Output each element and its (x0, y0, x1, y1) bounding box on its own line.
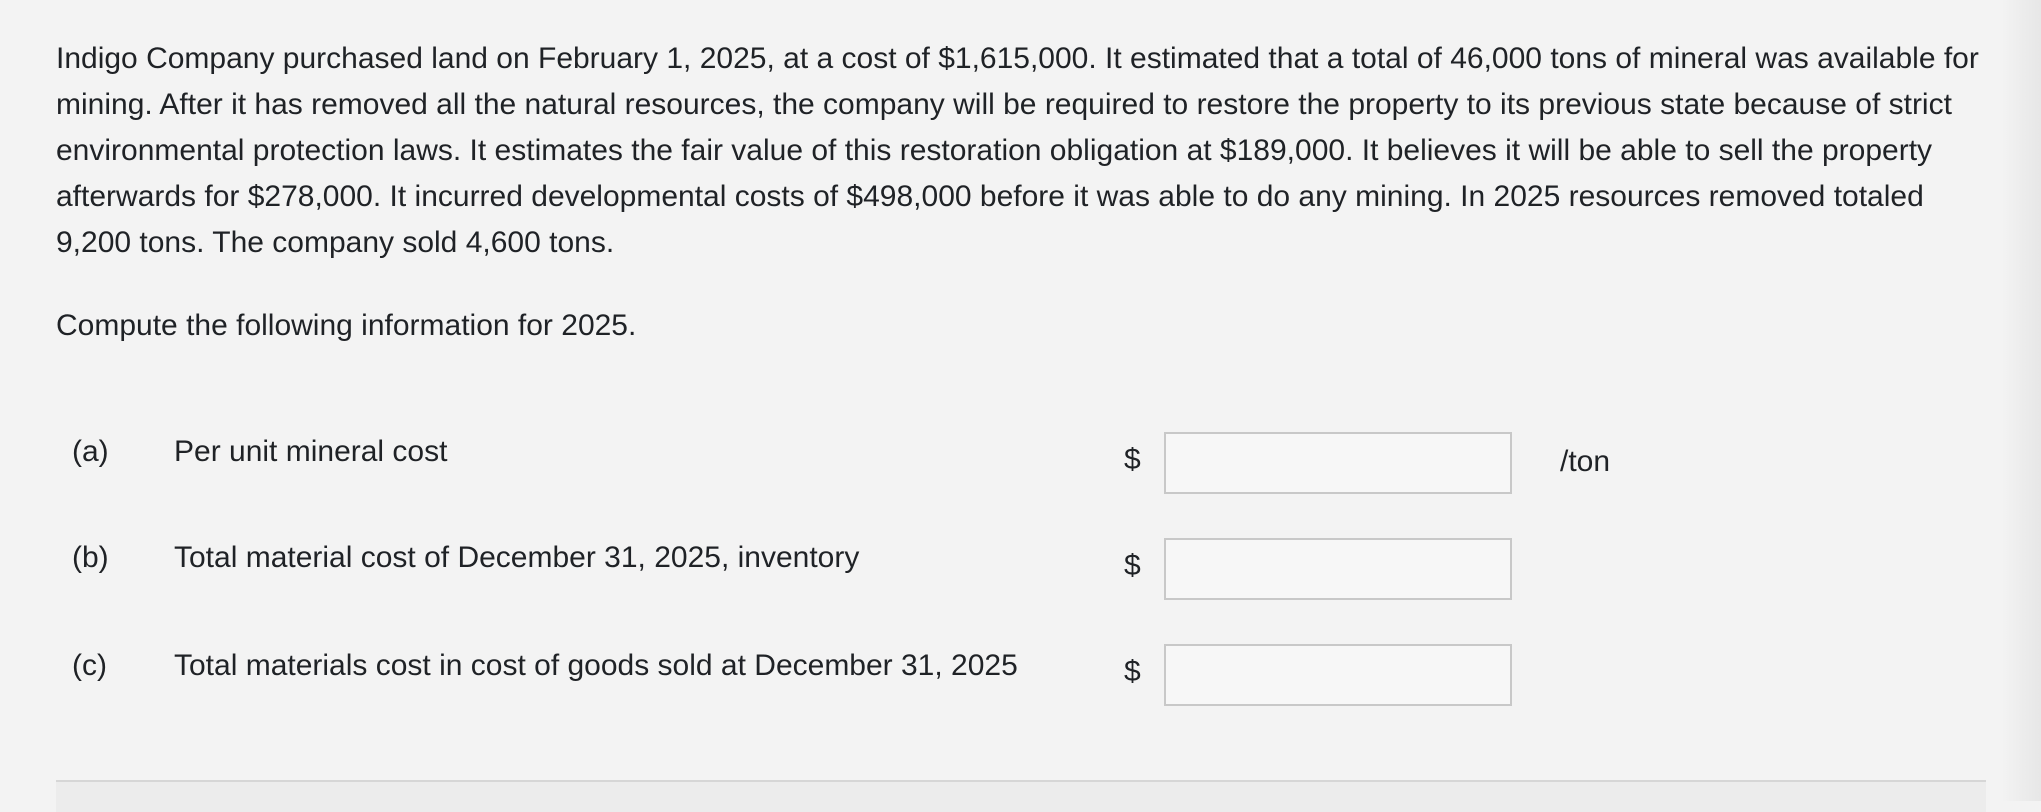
instruction-text: Compute the following information for 2025. (56, 309, 637, 342)
next-section-edge (56, 780, 1986, 812)
question-row-b (0, 538, 2041, 608)
answer-input-b[interactable] (1164, 538, 1512, 600)
question-label-c: (c) (72, 649, 107, 682)
question-description-a: Per unit mineral cost (174, 435, 448, 468)
question-description-c: Total materials cost in cost of goods sold at December 31, 2025 (174, 649, 1018, 682)
problem-statement: Indigo Company purchased land on February 1, 2025, at a cost of $1,615,000. It estimated that a total of 46,000 tons of mineral was available for mining. After it has removed all the natural resources, the company will be required to restore the property to its previous state because of strict environmental protection laws. It estimates the fair value of this restoration obligation at $189,000. It believes it will be able to sell the property afterwards for $278,000. It incurred developmental costs of $498,000 before it was able to do any mining. In 2025 resources removed totaled 9,200 tons. The company sold 4,600 tons. (56, 42, 1979, 259)
unit-label-a: /ton (1560, 445, 1611, 478)
dollar-sign-c: $ (1124, 655, 1141, 688)
question-label-a: (a) (72, 435, 109, 468)
dollar-sign-a: $ (1124, 443, 1141, 476)
screen-edge-shadow (2001, 0, 2041, 801)
answer-input-a[interactable] (1164, 432, 1512, 494)
question-row-a (0, 432, 2041, 502)
question-row-c (0, 646, 2041, 716)
answer-input-c[interactable] (1164, 644, 1512, 706)
dollar-sign-b: $ (1124, 549, 1141, 582)
question-label-b: (b) (72, 541, 109, 574)
question-description-b: Total material cost of December 31, 2025, inventory (174, 541, 860, 574)
